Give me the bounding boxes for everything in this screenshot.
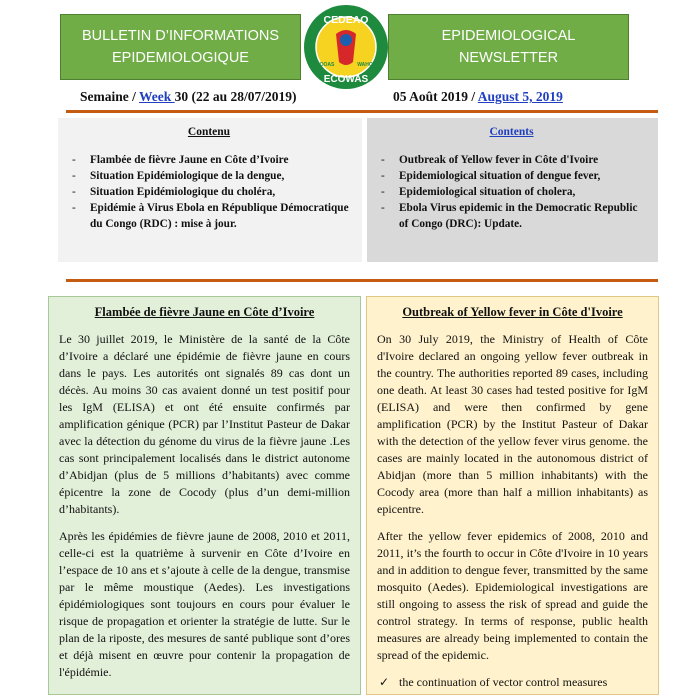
- article-french: [48, 296, 361, 695]
- french-banner-line-1: BULLETIN D’INFORMATIONS: [81, 28, 280, 44]
- week-range: 30 (22 au 28/07/2019): [174, 89, 297, 104]
- logo-bottom-text: ECOWAS: [323, 74, 369, 85]
- article-english-paragraph: On 30 July 2019, the Ministry of Health of Côte d'Ivoire declared an ongoing yellow fever outbreak in the country. The authorities reported 89 cases, including one death. At least 30 cases had tested positive for IgM (ELISA) and were then confirmed by gene amplification (PCR) by the Institut Pasteur of Dakar with the detection of the yellow fever virus genome. the cases are mainly located in the autonomous district of Abidjan (more than 5 million inhabitants) with the Cocody area (more than half a million inhabitants) as epicentre.: [377, 332, 648, 516]
- article-english-paragraph: After the yellow fever epidemics of 2008, 2010 and 2011, it’s the fourth to occur in Côte d'Ivoire in 10 years and in addition to dengue fever, transmitted by the same mosquito (Aedes). Epidemiological investigations are still ongoing to assess the risk of spread and guide the control strategy. In terms of response, public health measures are already being implemented to contain the spread of the epidemic.: [377, 529, 648, 662]
- top-divider: [66, 110, 658, 113]
- ecowas-logo: [303, 4, 389, 90]
- toc-french-title: Contenu: [187, 126, 231, 138]
- issue-date-fr: 05 Août 2019: [393, 89, 469, 104]
- toc-english-item: - Outbreak of Yellow fever in Côte d'Ivoire: [375, 152, 648, 168]
- english-newsletter-banner: [388, 14, 629, 80]
- toc-english-title[interactable]: Contents: [489, 126, 534, 138]
- toc-english-item: - Epidemiological situation of cholera,: [375, 184, 648, 200]
- week-prefix: Semaine /: [80, 89, 140, 104]
- article-french-paragraph: Le 30 juillet 2019, le Ministère de la santé de la Côte d’Ivoire a déclaré une épidémie de fièvre jaune en cours dans le pays. Les autorités ont signalés 89 cas dont un décès. Au moins 30 cas avaient donné un test positif pour les IgM (ELISA) et ont été ensuite confirmés par amplification génique (PCR) par l’Institut Pasteur de Dakar avec la détection du génome du virus de la fièvre jaune .Les cas sont principalement localisés dans le district autonome d’Abidjan (plus de 5 millions d’habitants) avec comme épicentre la zone de Cocody (plus d’un demi-million d’habitants).: [59, 332, 350, 516]
- toc-english-item: - Epidemiological situation of dengue fever,: [375, 168, 648, 184]
- week-link[interactable]: Week: [139, 89, 175, 104]
- week-line: [80, 89, 297, 105]
- toc-french-item: - Situation Epidémiologique du choléra,: [66, 184, 352, 200]
- english-banner-line-1: EPIDEMIOLOGICAL: [441, 28, 576, 44]
- section-divider: [66, 279, 658, 282]
- toc-french-item: - Epidémie à Virus Ebola en République Démocratique du Congo (RDC) : mise à jour.: [66, 200, 352, 232]
- check-icon: ✓: [379, 675, 390, 689]
- toc-english-item: - Ebola Virus epidemic in the Democratic Republic of Congo (DRC): Update.: [375, 200, 648, 232]
- english-banner-line-2: NEWSLETTER: [458, 50, 559, 66]
- toc-french-item: - Flambée de fièvre Jaune en Côte d’Ivoire: [66, 152, 352, 168]
- article-english: [366, 296, 659, 695]
- issue-date-line: 05 Août 2019 / August 5, 2019: [393, 89, 563, 104]
- article-french-paragraph: Après les épidémies de fièvre jaune de 2008, 2010 et 2011, celle-ci est la quatrième à survenir en Côte d’Ivoire en l’espace de 10 ans et s’ajoute à celle de la dengue, transmise par le même moustique (Aedes). Les investigations épidémiologiques sont toujours en cours pour évaluer le risque de propagation et orienter la stratégie de lutte. Sur le plan de la riposte, des mesures de santé publique sont d’ores et déjà misent en œuvre pour contenir la propagation de l'épidémie.: [59, 529, 350, 679]
- article-english-bullet-text: the continuation of vector control measures: [399, 675, 608, 689]
- logo-left-ribbon: OOAS: [319, 62, 335, 68]
- toc-french: [58, 118, 362, 262]
- logo-right-ribbon: WAHO: [357, 62, 373, 68]
- issue-date-en[interactable]: August 5, 2019: [477, 89, 563, 104]
- toc-french-item: - Situation Epidémiologique de la dengue,: [66, 168, 352, 184]
- french-banner-line-2: EPIDEMIOLOGIQUE: [112, 50, 249, 66]
- toc-english: [367, 118, 658, 262]
- logo-top-text: CEDEAO: [323, 14, 369, 26]
- article-french-title: Flambée de fièvre Jaune en Côte d’Ivoire: [94, 305, 315, 319]
- french-bulletin-banner: [60, 14, 301, 80]
- article-english-bullet: [377, 674, 648, 691]
- article-english-title: Outbreak of Yellow fever in Côte d'Ivoire: [402, 305, 623, 319]
